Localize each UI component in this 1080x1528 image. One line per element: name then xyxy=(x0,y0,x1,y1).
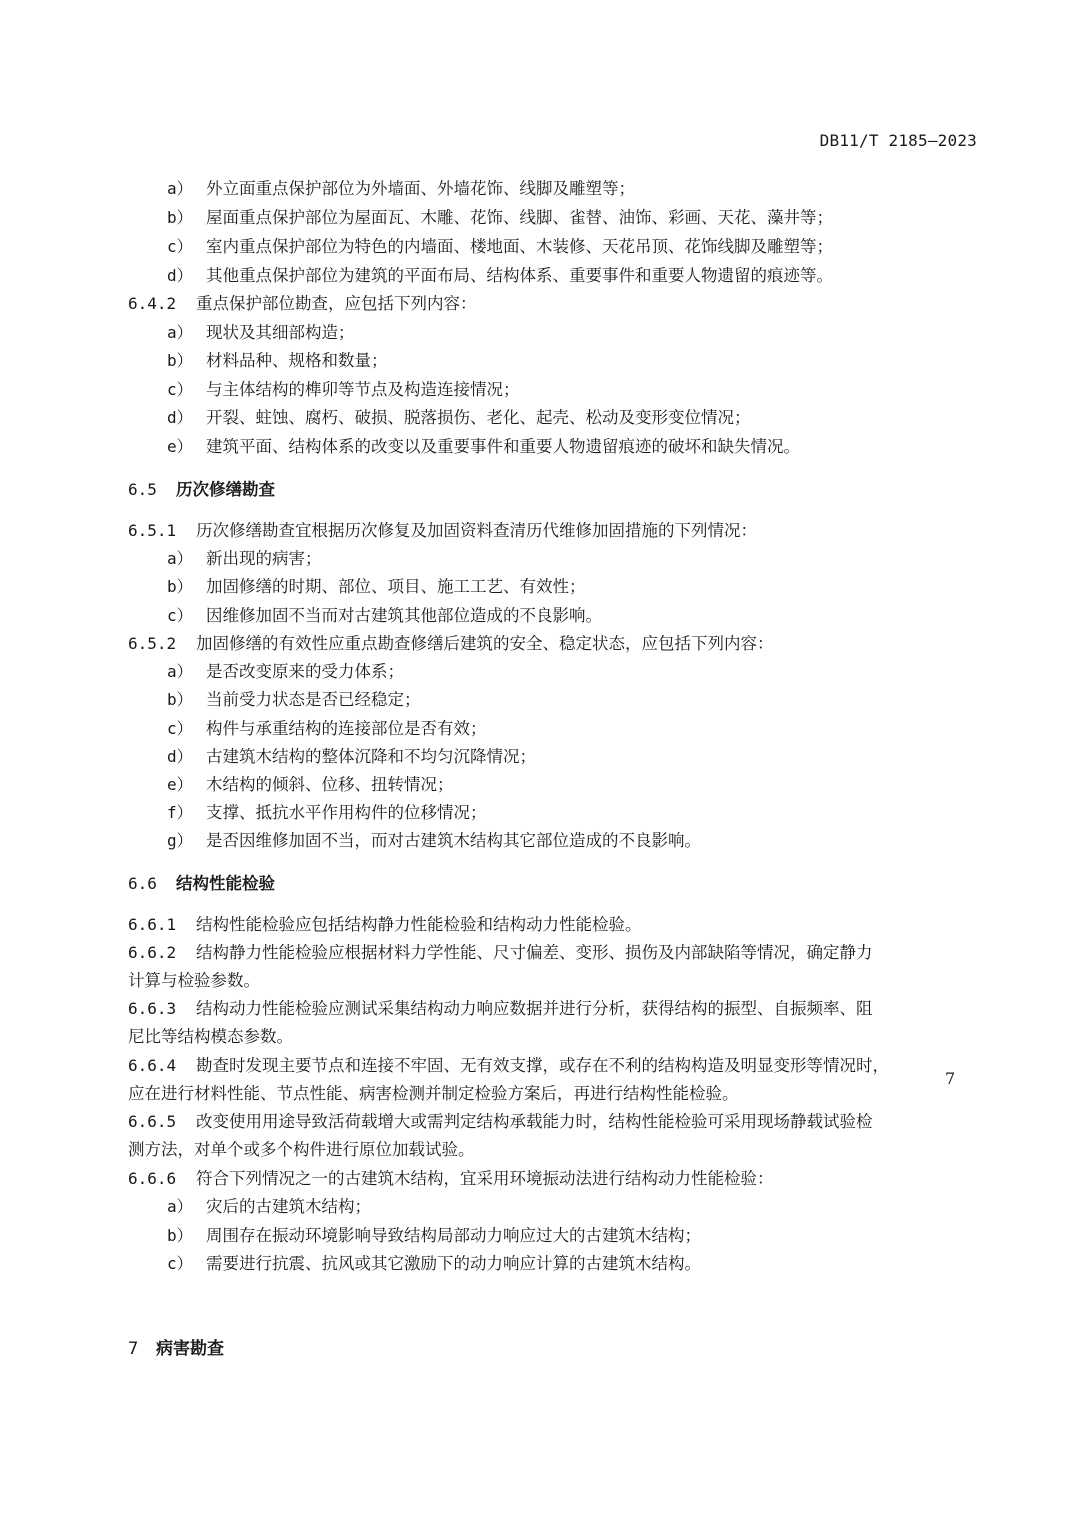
page-number: 7 xyxy=(945,1069,956,1088)
item-text: 是否因维修加固不当，而对古建筑木结构其它部位造成的不良影响。 xyxy=(206,831,701,850)
item-text: 支撑、抵抗水平作用构件的位移情况； xyxy=(206,803,487,822)
item-label: c） xyxy=(167,380,193,399)
item-label: a） xyxy=(167,179,193,198)
item-label: c） xyxy=(167,1254,193,1273)
item-text: 材料品种、规格和数量； xyxy=(206,351,388,370)
item-text: 新出现的病害； xyxy=(206,549,322,568)
item-text: 开裂、蛀蚀、腐朽、破损、脱落损伤、老化、起壳、松动及变形变位情况； xyxy=(206,408,751,427)
item-text: 建筑平面、结构体系的改变以及重要事件和重要人物遗留痕迹的破坏和缺失情况。 xyxy=(206,437,800,456)
item-label: f） xyxy=(167,803,193,822)
item-text: 古建筑木结构的整体沉降和不均匀沉降情况； xyxy=(206,747,536,766)
item-label: d） xyxy=(167,408,193,427)
item-label: b） xyxy=(167,577,193,596)
section-number: 6.5 xyxy=(128,480,157,499)
item-label: d） xyxy=(167,747,193,766)
clause-text-continued: 计算与检验参数。 xyxy=(128,971,260,990)
standard-code: DB11/T 2185—2023 xyxy=(819,131,977,150)
item-label: c） xyxy=(167,719,193,738)
clause-text-continued: 尼比等结构模态参数。 xyxy=(128,1027,293,1046)
item-text: 当前受力状态是否已经稳定； xyxy=(206,690,421,709)
clause-number: 6.6.6 xyxy=(128,1169,177,1188)
clause-text: 重点保护部位勘查，应包括下列内容： xyxy=(196,294,477,313)
clause-text: 改变使用用途导致活荷载增大或需判定结构承载能力时，结构性能检验可采用现场静载试验检 xyxy=(196,1112,873,1131)
item-text: 周围存在振动环境影响导致结构局部动力响应过大的古建筑木结构； xyxy=(206,1226,701,1245)
item-text: 木结构的倾斜、位移、扭转情况； xyxy=(206,775,454,794)
item-text: 屋面重点保护部位为屋面瓦、木雕、花饰、线脚、雀替、油饰、彩画、天花、藻井等； xyxy=(206,208,833,227)
item-text: 室内重点保护部位为特色的内墙面、楼地面、木装修、天花吊顶、花饰线脚及雕塑等； xyxy=(206,237,833,256)
item-text: 是否改变原来的受力体系； xyxy=(206,662,404,681)
clause-text: 符合下列情况之一的古建筑木结构，宜采用环境振动法进行结构动力性能检验： xyxy=(196,1169,774,1188)
section-title: 结构性能检验 xyxy=(176,874,275,893)
chapter-number: 7 xyxy=(128,1339,139,1359)
item-label: c） xyxy=(167,606,193,625)
clause-number: 6.5.1 xyxy=(128,521,177,540)
chapter-title: 病害勘查 xyxy=(156,1339,224,1359)
clause-number: 6.4.2 xyxy=(128,294,177,313)
item-text: 因维修加固不当而对古建筑其他部位造成的不良影响。 xyxy=(206,606,602,625)
item-label: a） xyxy=(167,662,193,681)
item-text: 与主体结构的榫卯等节点及构造连接情况； xyxy=(206,380,520,399)
item-label: d） xyxy=(167,266,193,285)
clause-text: 结构动力性能检验应测试采集结构动力响应数据并进行分析，获得结构的振型、自振频率、阻 xyxy=(196,999,873,1018)
clause-text: 历次修缮勘查宜根据历次修复及加固资料查清历代维修加固措施的下列情况： xyxy=(196,521,757,540)
item-label: a） xyxy=(167,549,193,568)
clause-number: 6.5.2 xyxy=(128,634,177,653)
item-text: 其他重点保护部位为建筑的平面布局、结构体系、重要事件和重要人物遗留的痕迹等。 xyxy=(206,266,833,285)
item-label: b） xyxy=(167,208,193,227)
clause-text: 结构静力性能检验应根据材料力学性能、尺寸偏差、变形、损伤及内部缺陷等情况，确定静力 xyxy=(196,943,873,962)
clause-number: 6.6.1 xyxy=(128,915,177,934)
section-number: 6.6 xyxy=(128,874,157,893)
item-label: a） xyxy=(167,1197,193,1216)
item-label: b） xyxy=(167,1226,193,1245)
item-text: 需要进行抗震、抗风或其它激励下的动力响应计算的古建筑木结构。 xyxy=(206,1254,701,1273)
item-label: e） xyxy=(167,437,193,456)
item-text: 灾后的古建筑木结构； xyxy=(206,1197,371,1216)
clause-number: 6.6.3 xyxy=(128,999,177,1018)
clause-number: 6.6.2 xyxy=(128,943,177,962)
item-label: g） xyxy=(167,831,193,850)
section-title: 历次修缮勘查 xyxy=(176,480,275,499)
item-label: c） xyxy=(167,237,193,256)
item-text: 构件与承重结构的连接部位是否有效； xyxy=(206,719,487,738)
item-text: 外立面重点保护部位为外墙面、外墙花饰、线脚及雕塑等； xyxy=(206,179,635,198)
item-label: a） xyxy=(167,323,193,342)
clause-text: 加固修缮的有效性应重点勘查修缮后建筑的安全、稳定状态，应包括下列内容： xyxy=(196,634,774,653)
clause-text: 勘查时发现主要节点和连接不牢固、无有效支撑，或存在不利的结构构造及明显变形等情况时， xyxy=(196,1056,889,1075)
clause-text: 结构性能检验应包括结构静力性能检验和结构动力性能检验。 xyxy=(196,915,642,934)
item-label: e） xyxy=(167,775,193,794)
item-label: b） xyxy=(167,351,193,370)
clause-number: 6.6.5 xyxy=(128,1112,177,1131)
item-label: b） xyxy=(167,690,193,709)
item-text: 加固修缮的时期、部位、项目、施工工艺、有效性； xyxy=(206,577,586,596)
item-text: 现状及其细部构造； xyxy=(206,323,355,342)
clause-text-continued: 应在进行材料性能、节点性能、病害检测并制定检验方案后，再进行结构性能检验。 xyxy=(128,1084,739,1103)
clause-number: 6.6.4 xyxy=(128,1056,177,1075)
clause-text-continued: 测方法，对单个或多个构件进行原位加载试验。 xyxy=(128,1140,475,1159)
